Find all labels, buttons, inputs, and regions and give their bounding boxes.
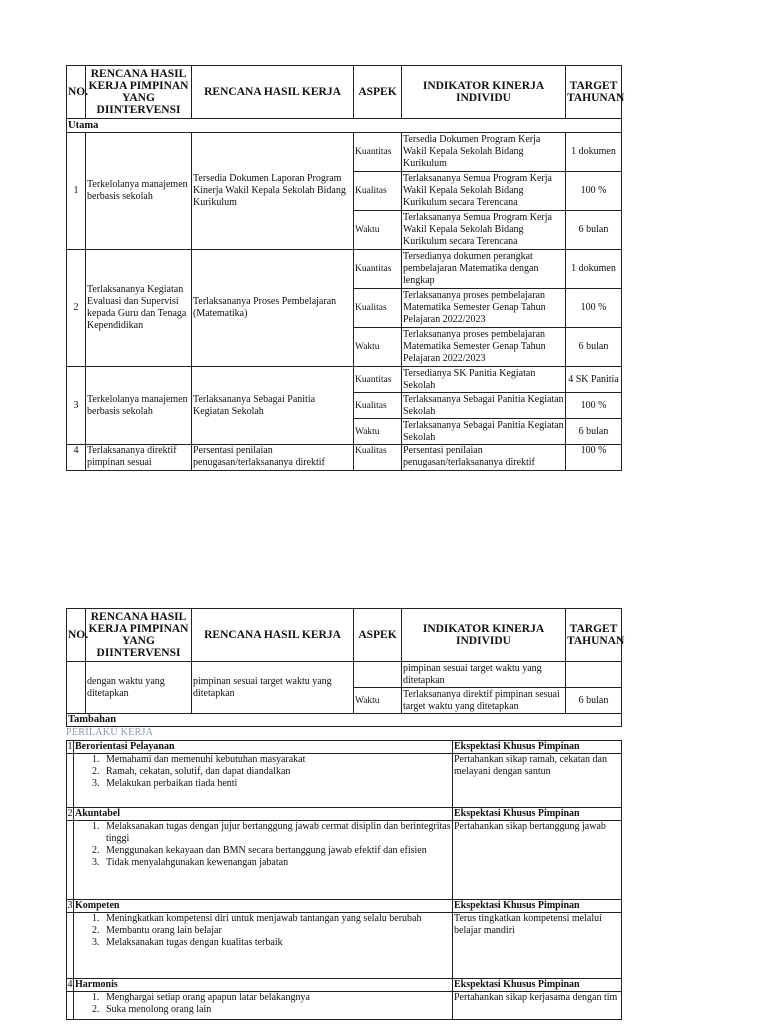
target-cell: 1 dokumen xyxy=(566,250,622,289)
rhk-pimpinan-cell: Terkelolanya manajemen berbasis sekolah xyxy=(86,367,192,445)
header-indikator: INDIKATOR KINERJA INDIVIDU xyxy=(402,609,566,662)
behavior-header-row xyxy=(67,900,622,913)
section-row xyxy=(67,714,622,727)
section-row xyxy=(67,119,622,133)
header-target: TARGET TAHUNAN xyxy=(566,609,622,662)
behavior-number: 4 xyxy=(67,979,73,990)
behavior-number-spacer xyxy=(67,913,74,979)
aspek-cell: Kuantitas xyxy=(354,367,402,393)
rhk-pimpinan-cell: Terlaksananya direktif pimpinan sesuai xyxy=(86,445,192,471)
aspek-cell: Kuantitas xyxy=(354,133,402,172)
aspek-cell: Waktu xyxy=(354,211,402,250)
target-cell: 6 bulan xyxy=(566,211,622,250)
behavior-number: 3 xyxy=(67,900,73,911)
list-item: 3. Tidak menyalahgunakan kewenangan jabatan xyxy=(102,857,451,869)
row-number-empty xyxy=(67,662,86,714)
behavior-title: Akuntabel xyxy=(74,808,453,821)
indikator-cell: Terlaksananya Semua Program Kerja Wakil Kepala Sekolah Bidang Kurikulum secara Terencana xyxy=(402,211,566,250)
behavior-header-row xyxy=(67,808,622,821)
header-row xyxy=(67,609,622,662)
behavior-items xyxy=(74,992,453,1020)
indikator-cell: Terlaksananya proses pembelajaran Matematika Semester Genap Tahun Pelajaran 2022/2023 xyxy=(402,328,566,367)
aspek-cell: Kuantitas xyxy=(354,250,402,289)
aspek-cell: Kualitas xyxy=(354,445,402,471)
rhk-cell: Tersedia Dokumen Laporan Program Kinerja Wakil Kepala Sekolah Bidang Kurikulum xyxy=(192,133,354,250)
behavior-body-row xyxy=(67,754,622,808)
target-cell: 4 SK Panitia xyxy=(566,367,622,393)
behavior-number: 1 xyxy=(67,741,73,752)
table-row xyxy=(67,445,622,471)
indikator-cell: pimpinan sesuai target waktu yang ditetapkan xyxy=(402,662,566,688)
list-item: 3. Melaksanakan tugas dengan kualitas terbaik xyxy=(102,937,451,949)
indikator-cell: Terlaksananya Sebagai Panitia Kegiatan Sekolah xyxy=(403,419,564,443)
list-item: 3. Melakukan perbaikan tiada henti xyxy=(102,778,451,790)
table-row xyxy=(67,133,622,172)
list-item: 1. Meningkatkan kompetensi diri untuk menjawab tantangan yang selalu berubah xyxy=(102,913,451,925)
behavior-title: Berorientasi Pelayanan xyxy=(74,741,453,754)
behavior-items xyxy=(74,913,453,979)
header-rhk-pimpinan: RENCANA HASIL KERJA PIMPINAN YANG DIINTERVENSI xyxy=(86,66,192,119)
target-cell: 100 % xyxy=(566,445,622,471)
indikator-cell: Terlaksananya proses pembelajaran Matematika Semester Genap Tahun Pelajaran 2022/2023 xyxy=(402,289,566,328)
kinerja-table-page-2 xyxy=(66,608,625,727)
header-indikator: INDIKATOR KINERJA INDIVIDU xyxy=(402,66,566,119)
rhk-pimpinan-cell: Terkelolanya manajemen berbasis sekolah xyxy=(86,133,192,250)
list-item: 2. Suka menolong orang lain xyxy=(102,1004,451,1016)
target-cell: 1 dokumen xyxy=(566,133,622,172)
header-rhk-pimpinan: RENCANA HASIL KERJA PIMPINAN YANG DIINTERVENSI xyxy=(86,609,192,662)
behavior-body-row xyxy=(67,992,622,1020)
rhk-pimpinan-cell: dengan waktu yang ditetapkan xyxy=(86,662,192,714)
ekspektasi-text: Terus tingkatkan kompetensi melalui belajar mandiri xyxy=(453,913,622,979)
row-number: 4 xyxy=(67,445,86,471)
table-row xyxy=(67,662,622,688)
perilaku-kerja-title: PERILAKU KERJA xyxy=(66,727,154,738)
target-cell: 6 bulan xyxy=(566,419,622,445)
list-item: 1. Menghargai setiap orang apapun latar belakangnya xyxy=(102,992,451,1004)
behavior-number-spacer xyxy=(67,754,74,808)
behavior-title: Harmonis xyxy=(74,979,453,992)
ekspektasi-label: Ekspektasi Khusus Pimpinan xyxy=(453,741,622,754)
header-no: NO. xyxy=(67,609,86,662)
indikator-cell: Tersedianya dokumen perangkat pembelajaran Matematika dengan lengkap xyxy=(402,250,566,289)
row-number: 1 xyxy=(67,133,86,250)
row-number: 2 xyxy=(67,250,86,367)
target-cell: 100 % xyxy=(566,172,622,211)
behavior-body-row xyxy=(67,821,622,900)
indikator-cell: Terlaksananya Sebagai Panitia Kegiatan Sekolah xyxy=(403,393,564,417)
aspek-cell: Kualitas xyxy=(354,289,402,328)
target-cell: 100 % xyxy=(566,289,622,328)
behavior-body-row xyxy=(67,913,622,979)
behavior-number-spacer xyxy=(67,821,74,900)
section-utama: Utama xyxy=(67,119,622,133)
target-cell: 6 bulan xyxy=(566,688,622,714)
header-aspek: ASPEK xyxy=(354,609,402,662)
header-rhk: RENCANA HASIL KERJA xyxy=(192,609,354,662)
indikator-cell: Tersedia Dokumen Program Kerja Wakil Kepala Sekolah Bidang Kurikulum xyxy=(402,133,566,172)
behavior-items xyxy=(74,754,453,808)
indikator-cell: Terlaksananya direktif pimpinan sesuai target waktu yang ditetapkan xyxy=(402,688,566,714)
kinerja-table-page-1 xyxy=(66,65,625,471)
ekspektasi-label: Ekspektasi Khusus Pimpinan xyxy=(453,808,622,821)
section-tambahan: Tambahan xyxy=(67,714,622,727)
ekspektasi-text: Pertahankan sikap kerjasama dengan tim xyxy=(453,992,622,1020)
indikator-cell: Tersedianya SK Panitia Kegiatan Sekolah xyxy=(402,367,566,393)
table-row xyxy=(67,367,622,393)
row-number: 3 xyxy=(67,367,86,445)
ekspektasi-text: Pertahankan sikap ramah, cekatan dan melayani dengan santun xyxy=(453,754,622,808)
aspek-cell xyxy=(354,662,402,688)
rhk-cell: Terlaksananya Sebagai Panitia Kegiatan Sekolah xyxy=(192,367,354,445)
ekspektasi-label: Ekspektasi Khusus Pimpinan xyxy=(453,900,622,913)
aspek-cell: Kualitas xyxy=(354,172,402,211)
ekspektasi-text: Pertahankan sikap bertanggung jawab xyxy=(453,821,622,900)
ekspektasi-label: Ekspektasi Khusus Pimpinan xyxy=(453,979,622,992)
aspek-cell: Waktu xyxy=(354,419,402,445)
list-item: 2. Membantu orang lain belajar xyxy=(102,925,451,937)
behavior-header-row xyxy=(67,979,622,992)
indikator-cell: Terlaksananya Semua Program Kerja Wakil Kepala Sekolah Bidang Kurikulum secara Terencana xyxy=(402,172,566,211)
header-rhk: RENCANA HASIL KERJA xyxy=(192,66,354,119)
target-cell: 6 bulan xyxy=(566,328,622,367)
aspek-cell: Waktu xyxy=(354,688,402,714)
behavior-items xyxy=(74,821,453,900)
table-row xyxy=(67,250,622,289)
behavior-title: Kompeten xyxy=(74,900,453,913)
target-cell: 100 % xyxy=(566,393,622,419)
list-item: 1. Memahami dan memenuhi kebutuhan masyarakat xyxy=(102,754,451,766)
behavior-number: 2 xyxy=(67,808,73,819)
behavior-number-spacer xyxy=(67,992,74,1020)
indikator-cell: Persentasi penilaian penugasan/terlaksananya direktif xyxy=(402,445,566,471)
rhk-cell: pimpinan sesuai target waktu yang ditetapkan xyxy=(192,662,354,714)
list-item: 2. Menggunakan kekayaan dan BMN secara bertanggung jawab efektif dan efisien xyxy=(102,845,451,857)
behavior-header-row xyxy=(67,741,622,754)
aspek-cell: Kualitas xyxy=(354,393,402,419)
aspek-cell: Waktu xyxy=(354,328,402,367)
rhk-cell: Persentasi penilaian penugasan/terlaksananya direktif xyxy=(192,445,354,471)
rhk-pimpinan-cell: Terlaksananya Kegiatan Evaluasi dan Supervisi kepada Guru dan Tenaga Kependidikan xyxy=(86,250,192,367)
header-no: NO. xyxy=(67,66,86,119)
list-item: 1. Melaksanakan tugas dengan jujur bertanggung jawab cermat disiplin dan berintegritas tinggi xyxy=(102,821,451,845)
perilaku-kerja-table xyxy=(66,740,622,1020)
header-row xyxy=(67,66,622,119)
header-aspek: ASPEK xyxy=(354,66,402,119)
header-target: TARGET TAHUNAN xyxy=(566,66,622,119)
target-cell xyxy=(566,662,622,688)
rhk-cell: Terlaksananya Proses Pembelajaran (Matematika) xyxy=(192,250,354,367)
list-item: 2. Ramah, cekatan, solutif, dan dapat diandalkan xyxy=(102,766,451,778)
